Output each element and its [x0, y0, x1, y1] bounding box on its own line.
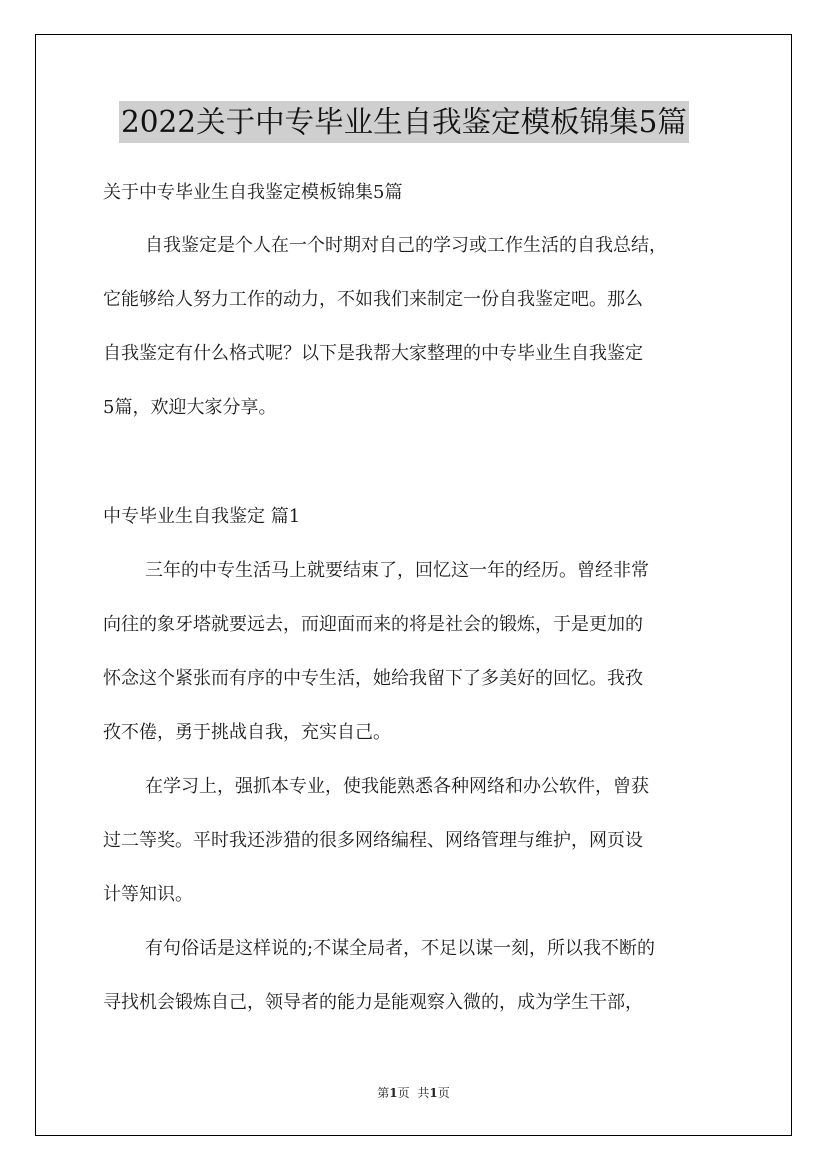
paragraph-line: 过二等奖。平时我还涉猎的很多网络编程、网络管理与维护，网页设: [103, 830, 643, 851]
paragraph-line: 计等知识。: [103, 884, 193, 905]
footer-page-number: 1: [389, 1086, 398, 1100]
paragraph-line: 怀念这个紧张而有序的中专生活，她给我留下了多美好的回忆。我孜: [103, 668, 643, 689]
intro-line: 自我鉴定是个人在一个时期对自己的学习或工作生活的自我总结，: [145, 235, 667, 256]
paragraph-line: 孜不倦，勇于挑战自我，充实自己。: [103, 722, 391, 743]
intro-line: 5篇，欢迎大家分享。: [103, 397, 277, 418]
footer-total-suffix: 页: [437, 1086, 450, 1100]
page-footer: [0, 1085, 827, 1101]
paragraph-line: 在学习上，强抓本专业，使我能熟悉各种网络和办公软件，曾获: [145, 776, 649, 797]
footer-page-prefix: 第: [377, 1086, 390, 1100]
section-heading: 中专毕业生自我鉴定 篇1: [103, 506, 301, 527]
paragraph-line: 寻找机会锻炼自己，领导者的能力是能观察入微的，成为学生干部，: [103, 992, 643, 1013]
paragraph-line: 三年的中专生活马上就要结束了，回忆这一年的经历。曾经非常: [145, 560, 649, 581]
document-title: 2022关于中专毕业生自我鉴定模板锦集5篇: [119, 101, 689, 143]
document-subtitle: 关于中专毕业生自我鉴定模板锦集5篇: [103, 182, 403, 203]
footer-total-number: 1: [429, 1086, 438, 1100]
intro-line: 它能够给人努力工作的动力，不如我们来制定一份自我鉴定吧。那么: [103, 289, 643, 310]
footer-total-prefix: 共: [417, 1086, 430, 1100]
footer-page-suffix: 页: [397, 1086, 410, 1100]
intro-line: 自我鉴定有什么格式呢？以下是我帮大家整理的中专毕业生自我鉴定: [103, 343, 643, 364]
paragraph-line: 向往的象牙塔就要远去，而迎面而来的将是社会的锻炼，于是更加的: [103, 614, 643, 635]
paragraph-line: 有句俗话是这样说的;不谋全局者，不足以谋一刻，所以我不断的: [145, 938, 656, 959]
